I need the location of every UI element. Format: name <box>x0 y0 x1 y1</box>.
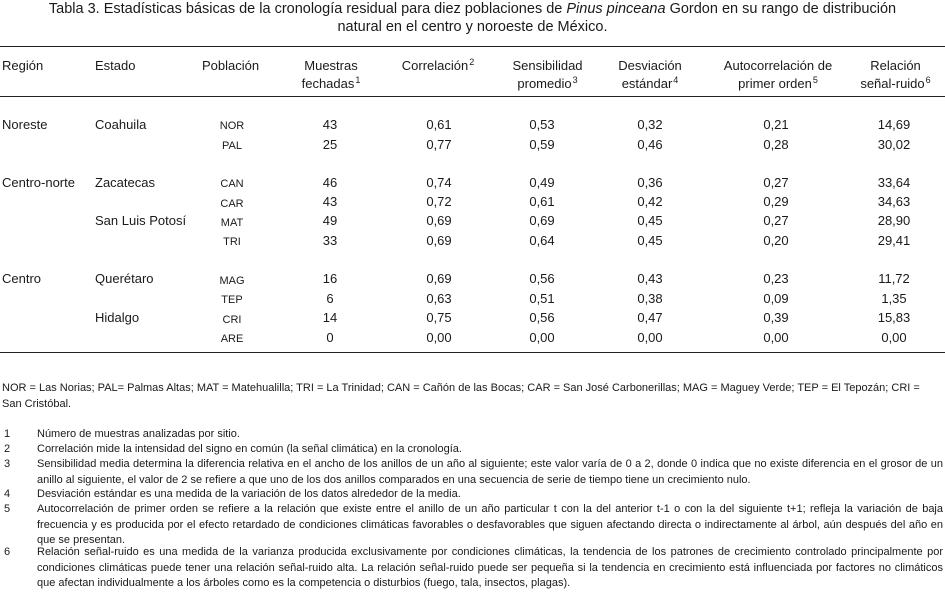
cell-correlacion: 0,61 <box>426 117 452 132</box>
cell-estado: San Luis Potosí <box>95 213 187 228</box>
cell-desviacion: 0,32 <box>637 117 663 132</box>
cell-poblacion: TRI <box>223 236 241 248</box>
cell-sensibilidad: 0,53 <box>529 117 555 132</box>
cell-desviacion: 0,38 <box>637 291 663 306</box>
header-poblacion: Población <box>202 58 260 73</box>
header-relacion-sup: 6 <box>925 75 931 85</box>
cell-poblacion: MAG <box>219 275 245 287</box>
cell-desviacion: 0,45 <box>637 233 663 248</box>
cell-relacion: 34,63 <box>877 194 911 209</box>
cell-sensibilidad: 0,56 <box>529 271 555 286</box>
cell-sensibilidad: 0,61 <box>529 194 555 209</box>
header-autocorrelacion-line1: Autocorrelación de <box>723 58 833 73</box>
cell-muestras: 46 <box>322 175 338 190</box>
cell-desviacion: 0,45 <box>637 213 663 228</box>
cell-poblacion: TEP <box>221 294 243 306</box>
cell-relacion: 28,90 <box>877 213 911 228</box>
cell-correlacion: 0,00 <box>426 330 452 345</box>
cell-poblacion: CRI <box>222 314 242 326</box>
header-autocorrelacion-sup: 5 <box>812 75 818 85</box>
footnote-text: Autocorrelación de primer orden se refiere a la relación que existe entre el anillo de un año particular t con la del anterior t-1 o con la del siguiente t+1; refleja la variación de baja frecuencia y es producida por el efecto retardado de condiciones climáticas favorables o desfavorables que siguen afectando directa o indirectamente al árbol, aún después del año en que se presentan. <box>37 503 943 546</box>
cell-sensibilidad: 0,00 <box>529 330 555 345</box>
footnote-text: Correlación mide la intensidad del signo en común (la señal climática) en la cronología. <box>37 443 462 455</box>
header-estado: Estado <box>95 58 136 73</box>
header-rule <box>0 96 945 97</box>
cell-correlacion: 0,77 <box>426 137 452 152</box>
cell-relacion: 1,35 <box>881 291 907 306</box>
header-sensibilidad-sup: 3 <box>572 75 578 85</box>
header-autocorrelacion <box>708 57 848 94</box>
header-relacion-line2: señal-ruido$^6$ <box>860 75 931 91</box>
cell-desviacion: 0,47 <box>637 310 663 325</box>
header-correlacion-line1: Correlación$^2$ <box>401 57 475 73</box>
cell-relacion: 0,00 <box>881 330 907 345</box>
header-muestras <box>290 57 372 94</box>
cell-sensibilidad: 0,49 <box>529 175 555 190</box>
footnote-text: Desviación estándar es una medida de la variación de los datos alrededor de la media. <box>37 488 461 500</box>
cell-correlacion: 0,63 <box>426 291 452 306</box>
cell-region: Noreste <box>2 117 48 132</box>
cell-relacion: 30,02 <box>877 137 911 152</box>
cell-poblacion: CAR <box>220 198 244 210</box>
cell-autocorrelacion: 0,09 <box>763 291 789 306</box>
footnote-text: Relación señal-ruido es una medida de la varianza producida exclusivamente por condiciones climáticas, la tendencia de los patrones de crecimiento controlado principalmente por condiciones climáticas puede tener una relación señal-ruido alta. La relación señal-ruido puede ser pequeña si la tendencia en crecimiento está influenciada por factores no climáticos que afectan individualmente a los árboles como es la competencia o disturbios (fuego, tala, insectos, plagas). <box>37 546 943 589</box>
cell-sensibilidad: 0,59 <box>529 137 555 152</box>
header-sensibilidad <box>500 57 595 94</box>
header-desviacion-line1: Desviación <box>618 58 682 73</box>
header-sensibilidad-line1: Sensibilidad <box>512 58 583 73</box>
footnote-number: 6 <box>4 546 11 558</box>
cell-relacion: 11,72 <box>878 271 910 286</box>
cell-muestras: 16 <box>322 271 338 286</box>
cell-estado: Zacatecas <box>95 175 155 190</box>
footnote-number: 4 <box>4 488 11 500</box>
caption-prefix: Tabla 3. Estadísticas básicas de la cronología residual para diez poblaciones de <box>48 1 567 17</box>
cell-autocorrelacion: 0,28 <box>763 137 789 152</box>
footnote-number: 2 <box>4 443 11 455</box>
header-desviacion-sup: 4 <box>673 75 679 85</box>
cell-sensibilidad: 0,51 <box>529 291 555 306</box>
cell-autocorrelacion: 0,20 <box>763 233 789 248</box>
header-desviacion <box>605 57 695 94</box>
cell-region: Centro-norte <box>2 175 75 190</box>
cell-correlacion: 0,69 <box>426 233 452 248</box>
cell-poblacion: ARE <box>220 333 244 345</box>
cell-muestras: 43 <box>322 194 338 209</box>
cell-correlacion: 0,72 <box>426 194 452 209</box>
table-caption-line1 <box>0 0 945 19</box>
footnote-number: 3 <box>4 458 11 470</box>
cell-estado: Querétaro <box>95 271 154 286</box>
cell-correlacion: 0,75 <box>426 310 452 325</box>
cell-relacion: 15,83 <box>877 310 911 325</box>
cell-relacion: 14,69 <box>877 117 911 132</box>
cell-autocorrelacion: 0,23 <box>763 271 789 286</box>
cell-muestras: 43 <box>322 117 338 132</box>
cell-autocorrelacion: 0,39 <box>763 310 789 325</box>
top-rule <box>0 46 945 47</box>
cell-desviacion: 0,00 <box>637 330 663 345</box>
header-region: Región <box>2 58 44 73</box>
header-muestras-line2: fechadas$^1$ <box>301 75 361 91</box>
cell-sensibilidad: 0,69 <box>529 213 555 228</box>
cell-correlacion: 0,74 <box>426 175 452 190</box>
cell-poblacion: NOR <box>219 120 245 132</box>
cell-desviacion: 0,43 <box>637 271 663 286</box>
footnote-number: 1 <box>4 428 11 440</box>
abbreviations-note: NOR = Las Norias; PAL= Palmas Altas; MAT = Matehualilla; TRI = La Trinidad; CAN = Cañón de las Bocas; CAR = San José Carbonerillas; MAG = Maguey Verde; TEP = El Tepozán; CRI = San Cristóbal. <box>2 382 920 410</box>
header-correlacion-sup: 2 <box>469 57 475 67</box>
table-caption-line2: natural en el centro y noroeste de México. <box>337 19 608 35</box>
cell-correlacion: 0,69 <box>426 213 452 228</box>
cell-relacion: 29,41 <box>877 233 911 248</box>
cell-estado: Hidalgo <box>95 310 140 325</box>
cell-sensibilidad: 0,64 <box>529 233 555 248</box>
cell-autocorrelacion: 0,00 <box>763 330 789 345</box>
header-autocorrelacion-line2: primer orden$^5$ <box>738 75 818 91</box>
caption-species: Pinus pinceana <box>566 1 666 17</box>
cell-autocorrelacion: 0,27 <box>763 213 789 228</box>
cell-autocorrelacion: 0,29 <box>763 194 789 209</box>
cell-desviacion: 0,46 <box>637 137 663 152</box>
cell-muestras: 25 <box>322 137 338 152</box>
cell-autocorrelacion: 0,27 <box>763 175 789 190</box>
cell-muestras: 49 <box>322 213 338 228</box>
cell-poblacion: PAL <box>222 140 242 152</box>
cell-muestras: 14 <box>322 310 338 325</box>
cell-desviacion: 0,42 <box>637 194 663 209</box>
footnote-text: Sensibilidad media determina la diferencia relativa en el ancho de los anillos de un año al siguiente; este valor varía de 0 a 2, donde 0 indica que no existe diferencia en el grosor de un anillo al siguiente, el valor de 2 se refiere a que uno de los dos anillos comparados en una secuencia de serie de tiempo tiene un crecimiento nulo. <box>37 458 943 486</box>
cell-poblacion: CAN <box>220 178 244 190</box>
cell-desviacion: 0,36 <box>637 175 663 190</box>
cell-muestras: 0 <box>326 330 334 345</box>
footnote-number: 5 <box>4 503 11 515</box>
cell-muestras: 6 <box>326 291 334 306</box>
footnote-text: Número de muestras analizadas por sitio. <box>37 428 240 440</box>
cell-correlacion: 0,69 <box>426 271 452 286</box>
header-relacion-line1: Relación <box>870 58 921 73</box>
cell-region: Centro <box>2 271 42 286</box>
header-muestras-sup: 1 <box>355 75 361 85</box>
header-desviacion-line2: estándar$^4$ <box>621 75 679 91</box>
header-sensibilidad-line2: promedio$^3$ <box>517 75 578 91</box>
bottom-rule <box>0 352 945 353</box>
caption-suffix: Gordon en su rango de distribución <box>665 1 897 17</box>
cell-estado: Coahuila <box>95 117 147 132</box>
header-muestras-line1: Muestras <box>304 58 358 73</box>
header-correlacion <box>388 57 488 76</box>
header-relacion <box>848 57 943 94</box>
cell-muestras: 33 <box>322 233 338 248</box>
cell-autocorrelacion: 0,21 <box>763 117 789 132</box>
cell-poblacion: MAT <box>220 217 244 229</box>
cell-sensibilidad: 0,56 <box>529 310 555 325</box>
cell-relacion: 33,64 <box>877 175 911 190</box>
